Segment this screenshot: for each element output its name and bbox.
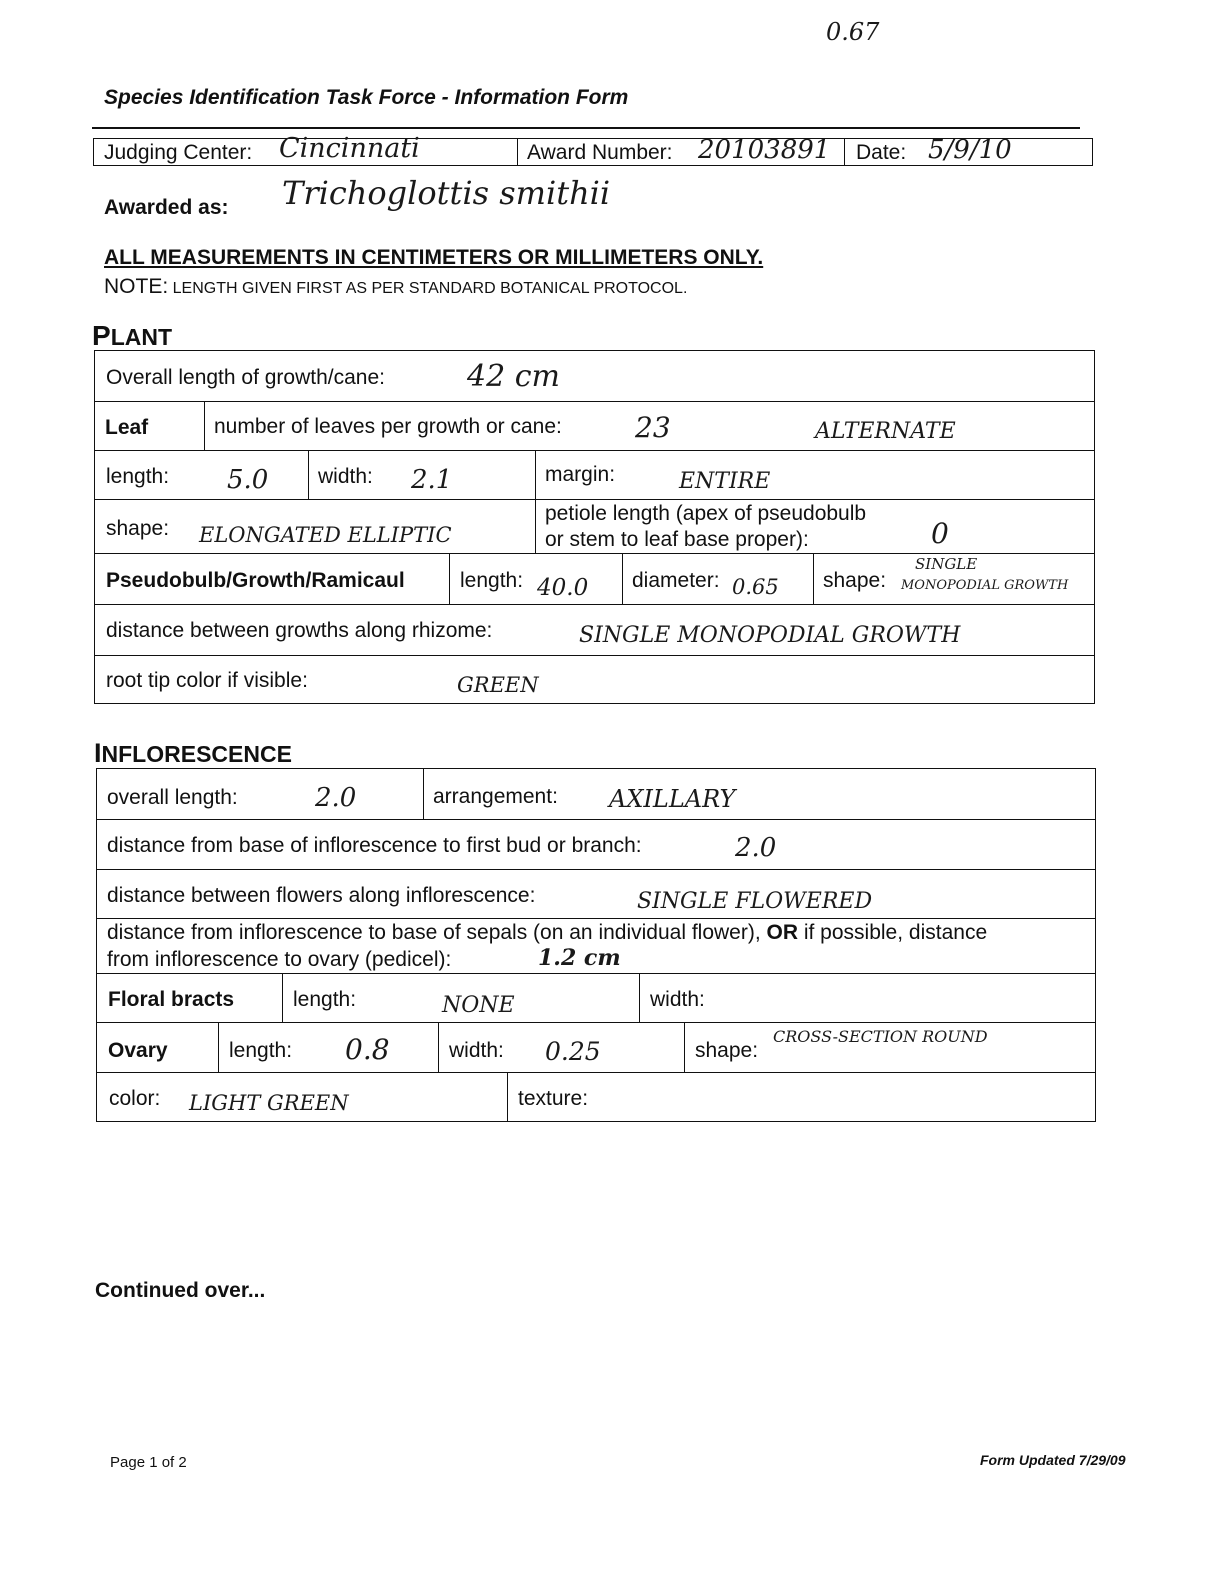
date-value[interactable]: 5/9/10 — [928, 135, 1012, 165]
judging-center-label: Judging Center: — [104, 141, 253, 164]
ovary-shape-value[interactable]: CROSS-SECTION ROUND — [773, 1027, 988, 1046]
ovary-length-label: length: — [229, 1039, 293, 1062]
inflorescence-heading: INFLORESCENCE — [94, 738, 292, 768]
color-value[interactable]: LIGHT GREEN — [189, 1091, 349, 1115]
awarded-as-label: Awarded as: — [104, 196, 229, 219]
form-title: Species Identification Task Force - Information Form — [104, 86, 629, 109]
distance-value[interactable]: SINGLE MONOPODIAL GROWTH — [579, 623, 961, 648]
ovary-shape-label: shape: — [695, 1039, 759, 1062]
header-box — [93, 133, 1093, 166]
arrangement-label: arrangement: — [433, 785, 558, 808]
bracts-length-value[interactable]: NONE — [442, 993, 515, 1018]
ovary-length-value[interactable]: 0.8 — [345, 1033, 390, 1066]
distance-label: distance between growths along rhizome: — [106, 619, 493, 642]
color-label: color: — [109, 1087, 161, 1110]
ovary-label: Ovary — [108, 1039, 168, 1062]
note-text: LENGTH GIVEN FIRST AS PER STANDARD BOTANICAL PROTOCOL. — [172, 280, 688, 297]
pedicel-label-1: distance from inflorescence to base of sepals (on an individual flower), OR if possible, distance — [107, 921, 988, 944]
pb-shape-label: shape: — [823, 569, 887, 592]
petiole-value[interactable]: 0 — [931, 517, 949, 550]
leaf-shape-value[interactable]: ELONGATED ELLIPTIC — [199, 523, 452, 547]
first-bud-value[interactable]: 2.0 — [735, 833, 777, 863]
page-number: Page 1 of 2 — [110, 1454, 187, 1471]
corner-note: 0.67 — [826, 18, 880, 46]
note-line — [104, 275, 687, 299]
between-flowers-value[interactable]: SINGLE FLOWERED — [637, 889, 873, 914]
pb-diameter-label: diameter: — [632, 569, 720, 592]
infl-overall-length-value[interactable]: 2.0 — [315, 783, 357, 813]
pb-length-label: length: — [460, 569, 524, 592]
continued-over: Continued over... — [95, 1279, 266, 1302]
measurements-notice: ALL MEASUREMENTS IN CENTIMETERS OR MILLIMETERS ONLY. — [104, 246, 764, 269]
date-label: Date: — [856, 141, 907, 164]
pseudobulb-label: Pseudobulb/Growth/Ramicaul — [106, 569, 405, 592]
leaf-length-value[interactable]: 5.0 — [227, 465, 269, 495]
between-flowers-label: distance between flowers along inflorescence: — [107, 884, 536, 907]
leaf-length-label: length: — [106, 465, 170, 488]
petiole-label-2: or stem to leaf base proper): — [545, 528, 809, 551]
title-rule — [92, 127, 1080, 129]
pb-diameter-value[interactable]: 0.65 — [732, 575, 779, 599]
ovary-width-label: width: — [449, 1039, 504, 1062]
leaves-count-label: number of leaves per growth or cane: — [214, 415, 562, 438]
floral-bracts-label: Floral bracts — [108, 988, 235, 1011]
arrangement-value[interactable]: AXILLARY — [609, 785, 736, 813]
texture-label: texture: — [518, 1087, 589, 1110]
overall-length-label: Overall length of growth/cane: — [106, 366, 385, 389]
first-bud-label: distance from base of inflorescence to first bud or branch: — [107, 834, 642, 857]
pb-length-value[interactable]: 40.0 — [537, 575, 589, 601]
leaves-count-value[interactable]: 23 — [635, 411, 671, 444]
form-updated: Form Updated 7/29/09 — [980, 1452, 1126, 1468]
leaf-width-label: width: — [318, 465, 373, 488]
inflorescence-table — [96, 768, 1096, 1122]
root-tip-label: root tip color if visible: — [106, 669, 308, 692]
infl-overall-length-label: overall length: — [107, 786, 238, 809]
awarded-as-value[interactable]: Trichoglottis smithii — [282, 174, 611, 212]
judging-center-value[interactable]: Cincinnati — [279, 133, 420, 164]
overall-length-value[interactable]: 42 cm — [467, 359, 560, 394]
leaf-width-value[interactable]: 2.1 — [411, 465, 453, 495]
award-number-label: Award Number: — [527, 141, 673, 164]
pedicel-value[interactable]: 1.2 cm — [538, 945, 621, 971]
award-number-value[interactable]: 20103891 — [698, 135, 831, 165]
plant-table — [94, 350, 1095, 704]
petiole-label-1: petiole length (apex of pseudobulb — [545, 502, 867, 525]
leaf-margin-label: margin: — [545, 463, 616, 486]
bracts-length-label: length: — [293, 988, 357, 1011]
leaf-label: Leaf — [105, 416, 149, 439]
bracts-width-label: width: — [650, 988, 705, 1011]
leaves-arrangement-value[interactable]: ALTERNATE — [815, 419, 956, 444]
pedicel-label-2: from inflorescence to ovary (pedicel): — [107, 948, 452, 971]
pb-shape-value-2[interactable]: MONOPODIAL GROWTH — [901, 578, 1069, 593]
leaf-margin-value[interactable]: ENTIRE — [679, 469, 771, 494]
leaf-shape-label: shape: — [106, 517, 170, 540]
ovary-width-value[interactable]: 0.25 — [545, 1037, 601, 1066]
note-label: NOTE: — [104, 275, 169, 298]
plant-heading: PLANT — [92, 320, 173, 351]
root-tip-value[interactable]: GREEN — [457, 673, 539, 697]
pb-shape-value-1[interactable]: SINGLE — [915, 555, 978, 573]
